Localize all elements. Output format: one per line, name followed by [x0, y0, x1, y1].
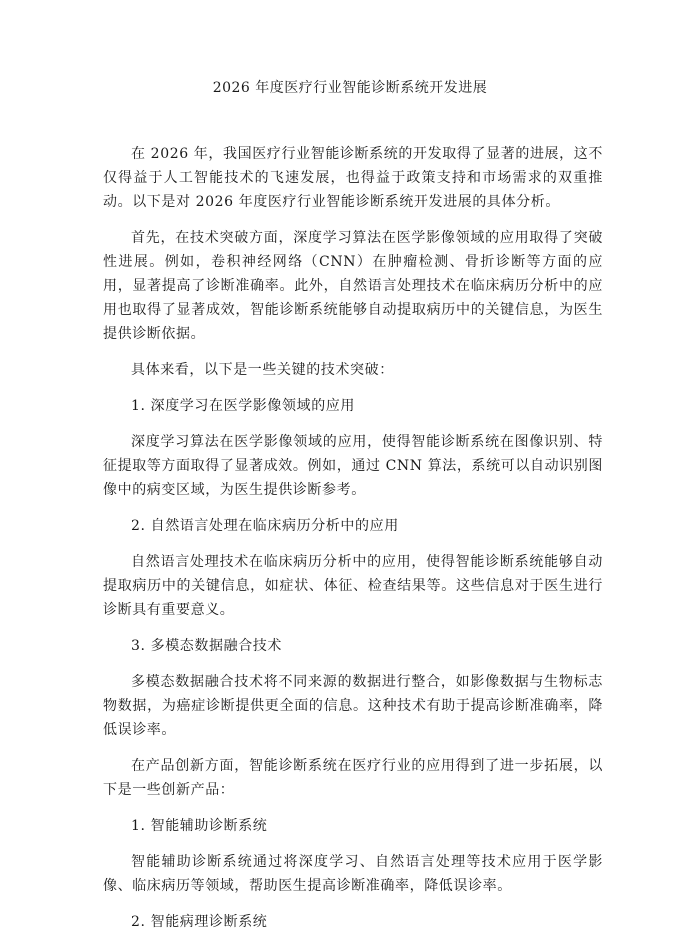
section-heading-multimodal: 3. 多模态数据融合技术 [131, 638, 283, 654]
key-breakthroughs-intro: 具体来看，以下是一些关键的技术突破： [131, 362, 394, 378]
document-title: 2026 年度医疗行业智能诊断系统开发进展 [212, 80, 488, 96]
deep-learning-paragraph: 深度学习算法在医学影像领域的应用，使得智能诊断系统在图像识别、特征提取等方面取得了显著成效。例如，通过 CNN 算法，系统可以自动识别图像中的病变区域，为医生提供诊断参考。 [103, 434, 603, 498]
section-heading-assisted-diagnosis: 1. 智能辅助诊断系统 [131, 818, 268, 834]
tech-breakthrough-paragraph: 首先，在技术突破方面，深度学习算法在医学影像领域的应用取得了突破性进展。例如，卷积神经网络（CNN）在肿瘤检测、骨折诊断等方面的应用，显著提高了诊断准确率。此外，自然语言处理技术在临床病历分析中的应用也取得了显著成效，智能诊断系统能够自动提取病历中的关键信息，为医生提供诊断依据。 [103, 230, 603, 342]
multimodal-paragraph: 多模态数据融合技术将不同来源的数据进行整合，如影像数据与生物标志物数据，为癌症诊断提供更全面的信息。这种技术有助于提高诊断准确率，降低误诊率。 [103, 674, 603, 738]
intro-paragraph: 在 2026 年，我国医疗行业智能诊断系统的开发取得了显著的进展，这不仅得益于人工智能技术的飞速发展，也得益于政策支持和市场需求的双重推动。以下是对 2026 年度医疗行业智能诊断系统开发进展的具体分析。 [103, 146, 603, 210]
product-innovation-paragraph: 在产品创新方面，智能诊断系统在医疗行业的应用得到了进一步拓展，以下是一些创新产品： [103, 758, 603, 798]
document-body [103, 142, 603, 946]
nlp-paragraph: 自然语言处理技术在临床病历分析中的应用，使得智能诊断系统能够自动提取病历中的关键信息，如症状、体征、检查结果等。这些信息对于医生进行诊断具有重要意义。 [103, 554, 603, 618]
assisted-diagnosis-paragraph: 智能辅助诊断系统通过将深度学习、自然语言处理等技术应用于医学影像、临床病历等领域，帮助医生提高诊断准确率，降低误诊率。 [103, 854, 603, 894]
section-heading-pathology-diagnosis: 2. 智能病理诊断系统 [131, 914, 268, 930]
section-heading-nlp: 2. 自然语言处理在临床病历分析中的应用 [131, 518, 399, 534]
section-heading-deep-learning: 1. 深度学习在医学影像领域的应用 [131, 398, 356, 414]
